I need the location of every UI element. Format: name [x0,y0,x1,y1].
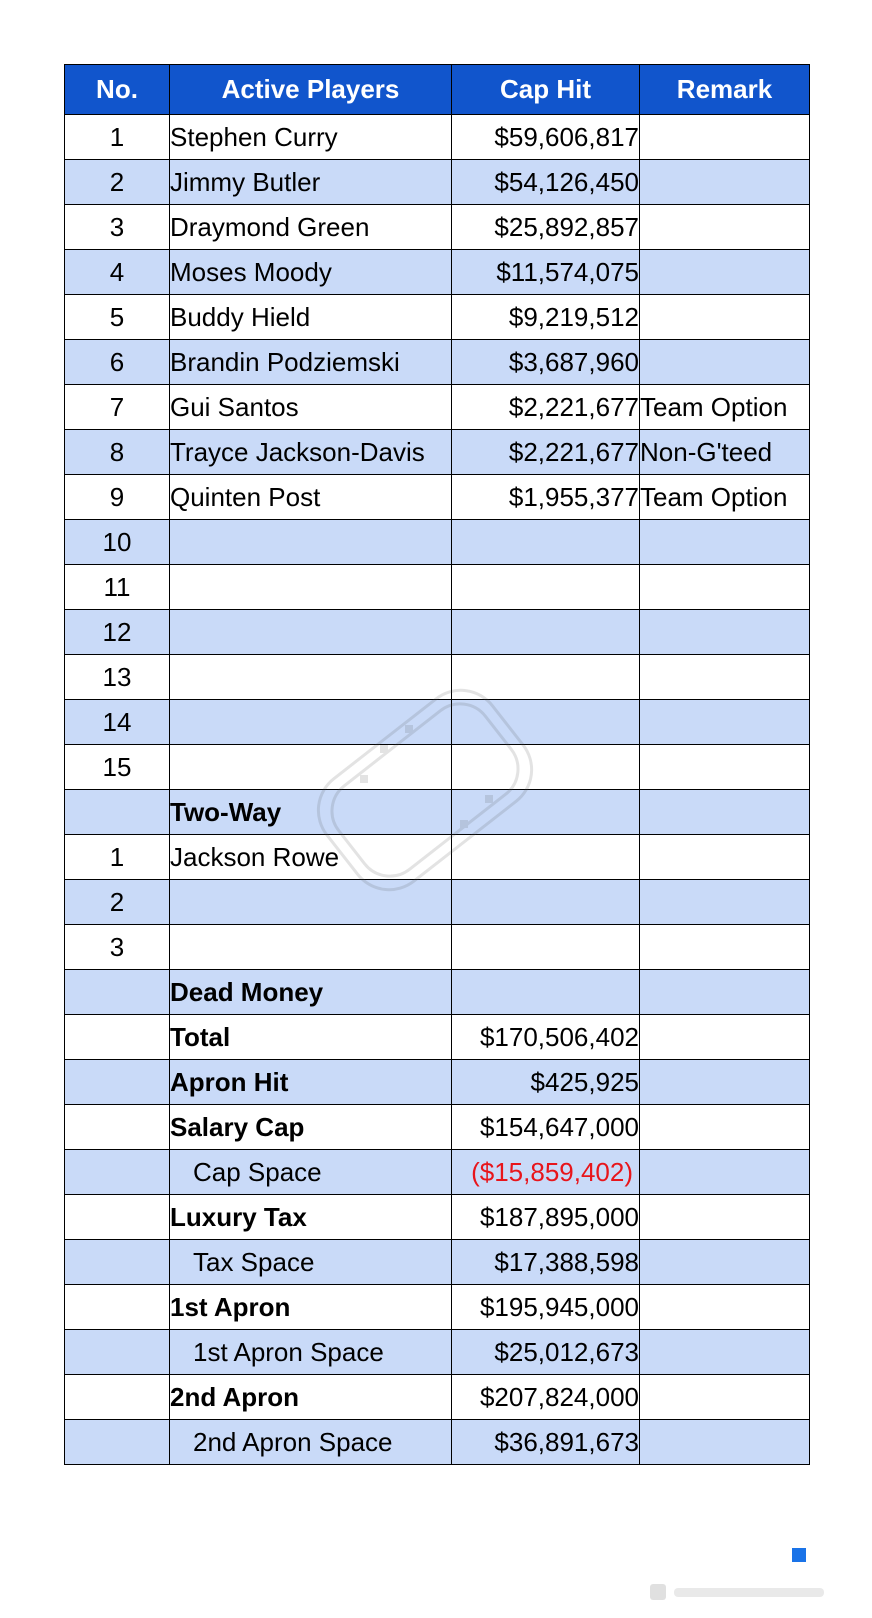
cell-remark[interactable] [640,835,810,880]
cell-player[interactable]: Buddy Hield [170,295,452,340]
summary-value-cap-space[interactable]: ($15,859,402) [452,1150,640,1195]
cell-cap-hit[interactable]: $2,221,677 [452,430,640,475]
summary-row-cap-space [65,1150,810,1195]
table-row [65,610,810,655]
cell-player[interactable] [170,745,452,790]
section-label-dead-money[interactable]: Dead Money [170,970,452,1015]
cell-no[interactable] [65,1375,170,1420]
cell-no[interactable]: 15 [65,745,170,790]
cell-remark[interactable] [640,1195,810,1240]
header-row [65,65,810,115]
cell-no[interactable] [65,1330,170,1375]
cell-remark[interactable]: Team Option [640,385,810,430]
cell-remark[interactable] [640,1105,810,1150]
cell-no[interactable]: 3 [65,925,170,970]
cell-cap-hit[interactable]: $11,574,075 [452,250,640,295]
section-label-two-way[interactable]: Two-Way [170,790,452,835]
cell-remark[interactable] [640,115,810,160]
cell-cap-hit[interactable] [452,745,640,790]
summary-row-tax-space [65,1240,810,1285]
cell-remark[interactable] [640,790,810,835]
cell-remark[interactable] [640,205,810,250]
cell-remark[interactable] [640,160,810,205]
table-row [65,880,810,925]
header-cap-hit[interactable]: Cap Hit [452,65,640,115]
cell-no[interactable] [65,1285,170,1330]
table-row [65,250,810,295]
cell-player[interactable]: Jimmy Butler [170,160,452,205]
cell-remark[interactable]: Team Option [640,475,810,520]
cell-cap-hit[interactable]: $2,221,677 [452,385,640,430]
table-row [65,385,810,430]
summary-value-2nd-apron[interactable]: $207,824,000 [452,1375,640,1420]
summary-label-tax-space[interactable]: Tax Space [170,1240,452,1285]
table-row [65,745,810,790]
cell-remark[interactable] [640,610,810,655]
cell-no[interactable]: 6 [65,340,170,385]
cell-cap-hit[interactable]: $1,955,377 [452,475,640,520]
summary-row-apron-hit [65,1060,810,1105]
cell-cap-hit[interactable]: $9,219,512 [452,295,640,340]
cell-no[interactable] [65,790,170,835]
cell-remark[interactable] [640,1330,810,1375]
cell-cap-hit[interactable] [452,520,640,565]
cell-no[interactable] [65,1015,170,1060]
summary-label-total[interactable]: Total [170,1015,452,1060]
table-row [65,520,810,565]
cell-player[interactable] [170,925,452,970]
cell-remark[interactable] [640,700,810,745]
summary-row-1st-apron-space [65,1330,810,1375]
header-remark[interactable]: Remark [640,65,810,115]
cell-remark[interactable]: Non-G'teed [640,430,810,475]
summary-value-tax-space[interactable]: $17,388,598 [452,1240,640,1285]
summary-value-apron-hit[interactable]: $425,925 [452,1060,640,1105]
cell-remark[interactable] [640,1375,810,1420]
table-row [65,700,810,745]
cell-no[interactable]: 7 [65,385,170,430]
cell-remark[interactable] [640,1060,810,1105]
cell-remark[interactable] [640,340,810,385]
cell-cap-hit[interactable] [452,700,640,745]
summary-value-1st-apron-space[interactable]: $25,012,673 [452,1330,640,1375]
cell-player[interactable]: Draymond Green [170,205,452,250]
watermark-handle-icon [650,1580,840,1604]
cell-no[interactable]: 4 [65,250,170,295]
summary-row-2nd-apron [65,1375,810,1420]
summary-label-2nd-apron[interactable]: 2nd Apron [170,1375,452,1420]
cell-no[interactable]: 14 [65,700,170,745]
table-row [65,340,810,385]
table-row [65,295,810,340]
cell-player[interactable] [170,655,452,700]
cell-remark[interactable] [640,925,810,970]
cell-remark[interactable] [640,295,810,340]
cell-cap-hit[interactable] [452,835,640,880]
cell-remark[interactable] [640,1240,810,1285]
cell-remark[interactable] [640,1015,810,1060]
cell-no[interactable]: 13 [65,655,170,700]
cell-player[interactable]: Stephen Curry [170,115,452,160]
summary-label-1st-apron-space[interactable]: 1st Apron Space [170,1330,452,1375]
header-active-players[interactable]: Active Players [170,65,452,115]
cell-remark[interactable] [640,250,810,295]
summary-value-salary-cap[interactable]: $154,647,000 [452,1105,640,1150]
cell-remark[interactable] [640,1150,810,1195]
table-row-section-dead-money [65,970,810,1015]
summary-row-1st-apron [65,1285,810,1330]
cell-no[interactable]: 2 [65,880,170,925]
cell-no[interactable]: 12 [65,610,170,655]
cell-remark[interactable] [640,520,810,565]
cell-no[interactable]: 2 [65,160,170,205]
cell-no[interactable]: 3 [65,205,170,250]
cell-cap-hit[interactable]: $3,687,960 [452,340,640,385]
cell-no[interactable] [65,1060,170,1105]
table-row [65,115,810,160]
cell-cap-hit[interactable]: $54,126,450 [452,160,640,205]
table-row [65,655,810,700]
table-row [65,925,810,970]
summary-row-total [65,1015,810,1060]
cell-cap-hit[interactable] [452,925,640,970]
selection-fill-handle[interactable] [792,1548,806,1562]
cell-no[interactable] [65,1150,170,1195]
summary-label-1st-apron[interactable]: 1st Apron [170,1285,452,1330]
cell-remark[interactable] [640,655,810,700]
cell-no[interactable]: 8 [65,430,170,475]
cell-no[interactable]: 10 [65,520,170,565]
cell-remark[interactable] [640,880,810,925]
table-row-section-two-way [65,790,810,835]
cell-cap-hit[interactable] [452,655,640,700]
summary-value-luxury-tax[interactable]: $187,895,000 [452,1195,640,1240]
cell-player[interactable]: Quinten Post [170,475,452,520]
cell-no[interactable] [65,1105,170,1150]
cell-no[interactable] [65,1195,170,1240]
cell-no[interactable] [65,970,170,1015]
cell-remark[interactable] [640,565,810,610]
table-row [65,205,810,250]
cell-cap-hit[interactable] [452,970,640,1015]
summary-label-luxury-tax[interactable]: Luxury Tax [170,1195,452,1240]
cell-no[interactable] [65,1420,170,1465]
cell-player[interactable]: Jackson Rowe [170,835,452,880]
summary-row-luxury-tax [65,1195,810,1240]
cell-no[interactable] [65,1240,170,1285]
summary-label-salary-cap[interactable]: Salary Cap [170,1105,452,1150]
cell-cap-hit[interactable] [452,610,640,655]
cell-remark[interactable] [640,1285,810,1330]
cell-player[interactable]: Gui Santos [170,385,452,430]
cell-remark[interactable] [640,1420,810,1465]
cell-player[interactable] [170,565,452,610]
summary-value-total[interactable]: $170,506,402 [452,1015,640,1060]
summary-label-2nd-apron-space[interactable]: 2nd Apron Space [170,1420,452,1465]
salary-table [64,64,810,1465]
summary-label-cap-space[interactable]: Cap Space [170,1150,452,1195]
cell-no[interactable]: 1 [65,835,170,880]
table-row [65,160,810,205]
summary-label-apron-hit[interactable]: Apron Hit [170,1060,452,1105]
table-row [65,475,810,520]
table-row [65,430,810,475]
cell-no[interactable]: 9 [65,475,170,520]
table-row [65,565,810,610]
summary-row-2nd-apron-space [65,1420,810,1465]
cell-player[interactable] [170,700,452,745]
summary-value-1st-apron[interactable]: $195,945,000 [452,1285,640,1330]
header-no[interactable]: No. [65,65,170,115]
summary-row-salary-cap [65,1105,810,1150]
cell-remark[interactable] [640,970,810,1015]
cell-cap-hit[interactable] [452,790,640,835]
cell-player[interactable]: Brandin Podziemski [170,340,452,385]
cell-cap-hit[interactable]: $59,606,817 [452,115,640,160]
cell-no[interactable]: 11 [65,565,170,610]
cell-player[interactable] [170,520,452,565]
cell-remark[interactable] [640,745,810,790]
cell-cap-hit[interactable] [452,880,640,925]
cell-player[interactable] [170,610,452,655]
cell-player[interactable] [170,880,452,925]
cell-no[interactable]: 1 [65,115,170,160]
cell-player[interactable]: Trayce Jackson-Davis [170,430,452,475]
cell-player[interactable]: Moses Moody [170,250,452,295]
cell-cap-hit[interactable]: $25,892,857 [452,205,640,250]
table-row [65,835,810,880]
summary-value-2nd-apron-space[interactable]: $36,891,673 [452,1420,640,1465]
cell-cap-hit[interactable] [452,565,640,610]
cell-no[interactable]: 5 [65,295,170,340]
